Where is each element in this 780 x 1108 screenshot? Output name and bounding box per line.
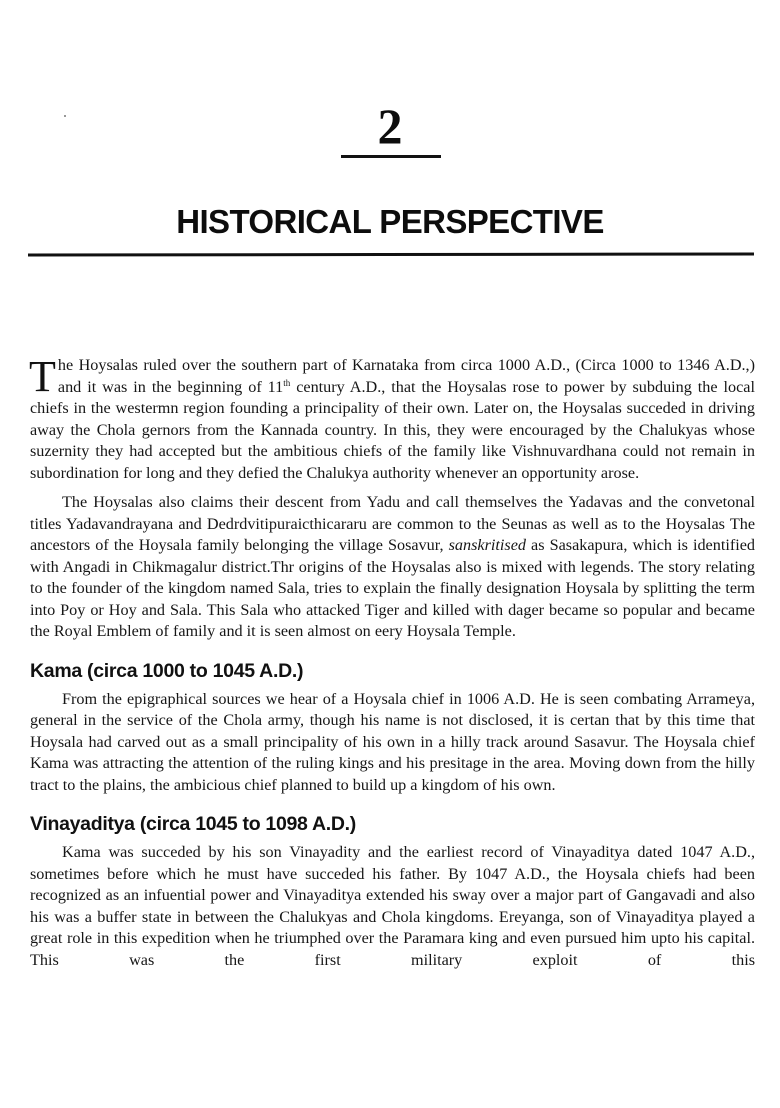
paragraph-text: as Sasakapura, which is identified with Angadi in Chikmagalur district.Thr origins of the Hoysalas also is mixed with legends. The story relating to the founder of the kingdom named Sala, tries to explain the finally designation Hoysala by splitting the term into Poy or Hoy and Sala. This Sala who attacked Tiger and killed with dager became so popular and became the Royal Emblem of family and it is seen almost on eery Hoysala Temple. [30, 536, 755, 640]
title-rule [28, 252, 754, 256]
chapter-number: 2 [377, 98, 403, 154]
italic-term: sanskritised [448, 536, 526, 554]
ordinal-superscript: th [283, 377, 291, 388]
section-paragraph-kama: From the epigraphical sources we hear of a Hoysala chief in 1006 A.D. He is seen combating Arrameya, general in the service of the Chola army, though his name is not disclosed, it is certan that by this time that Hoysala had carved out as a small principality of his own in a hilly track around Sasavur. The Hoysala chief Kama was attracting the attention of the ruling kings and his presitage in the area. Moving down from the hilly tract to the plains, the ambicious chief planned to build up a kingdom of his own. [30, 689, 755, 794]
paragraph-text: century A.D., that the Hoysalas rose to power by subduing the local chiefs in the westermn region founding a principality of their own. Later on, the Hoysalas succeded in driving away the Chola gernors from the Kannada country. In this, they were encouraged by the Chalukyas whose suzernity they had accepted but the ambitious chiefs of the family like Vishnuvardhana could not remain in subordination for long and they defied the Chalukya authority whenever an opportunity arose. [30, 377, 755, 482]
paragraph-text: The Hoysalas also claims their descent from Yadu and call themselves the Yadavas and the convetonal titles Yadavandrayana and Dedrdvitipuraicthicararu are common to the Seunas as well as to the Hoysalas The ancestors of the Hoysala family belonging the village Sosavur, [30, 493, 755, 554]
section-heading-kama: Kama (circa 1000 to 1045 A.D.) [30, 659, 304, 682]
chapter-number-underline [341, 155, 441, 158]
section-heading-vinayaditya: Vinayaditya (circa 1045 to 1098 A.D.) [30, 813, 356, 835]
paragraph-text: he Hoysalas ruled over the southern part of Karnataka from circa 1000 A.D., (Circa 1000 to 1346 A.D.,) and it was in the beginning of 11 [57, 356, 755, 396]
intro-paragraph-1 [29, 352, 755, 484]
drop-cap: T [29, 352, 56, 401]
section-paragraph-vinayaditya: Kama was succeded by his son Vinayadity and the earliest record of Vinayaditya dated 1047 A.D., sometimes before which he must have succeded his father. By 1047 A.D., the Hoysala chiefs had been recognized as an infuential power and Vinayaditya extended his sway over a major part of Gangavadi and also his was a buffer state in between the Chalukyas and Chola kingdoms. Ereyanga, son of Vinayaditya played a great role in this expedition when he triumphed over the Paramara king and even pursued him upto his capital. This was the first military exploit of this [30, 843, 755, 969]
page-body [29, 352, 755, 971]
intro-paragraph-2 [30, 492, 755, 643]
chapter-title: HISTORICAL PERSPECTIVE [176, 203, 604, 240]
